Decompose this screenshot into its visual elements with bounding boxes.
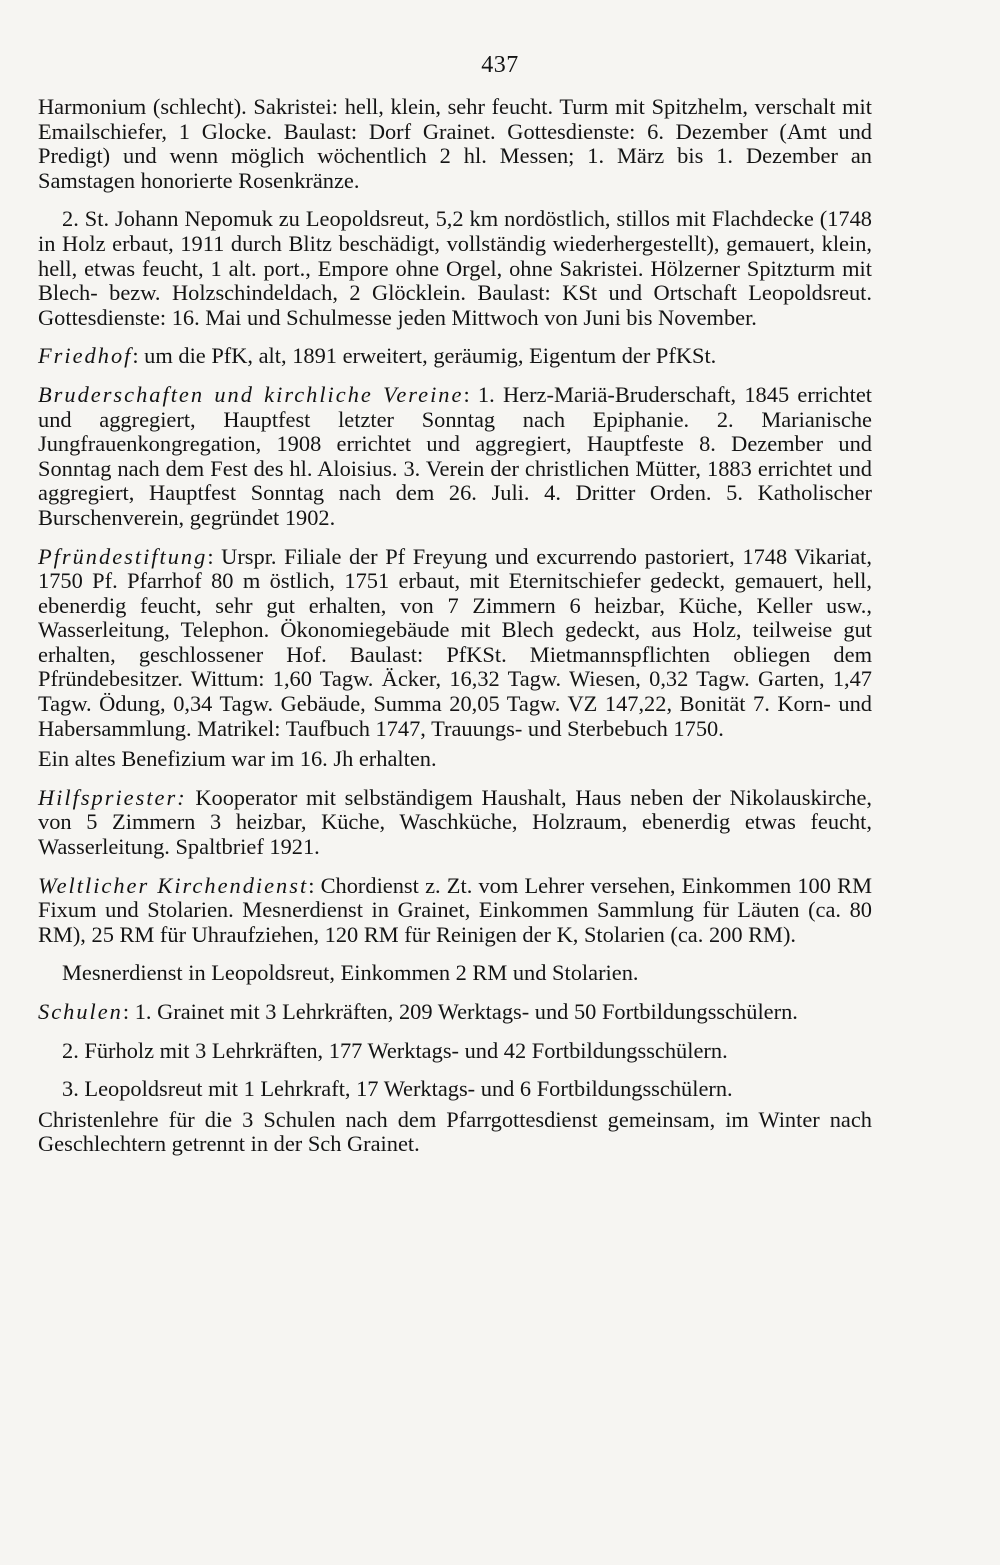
paragraph-pfruendestiftung (38, 545, 872, 742)
section-label: Pfründestiftung (38, 543, 208, 569)
section-label: Friedhof (38, 343, 133, 369)
section-label: Bruderschaften und kirchliche Vereine (38, 381, 464, 407)
paragraph-kirchendienst (38, 874, 872, 948)
paragraph-text: : Chordienst z. Zt. vom Lehrer versehen, Einkommen 100 RM Fixum und Stolarien. Mesnerdienst in Grainet, Einkommen Sammlung für Läuten (ca. 80 RM), 25 RM für Uhraufziehen, 120 RM für Reinigen der K, Stolarien (ca. 200 RM). (38, 872, 872, 947)
paragraph-text: 3. Leopoldsreut mit 1 Lehrkraft, 17 Werktags- und 6 Fortbildungsschülern. (62, 1076, 733, 1102)
section-label: Hilfspriester: (38, 784, 187, 810)
paragraph-mesnerdienst-leopoldsreut (38, 961, 872, 986)
paragraph-bruderschaften (38, 383, 872, 531)
section-label: Weltlicher Kirchendienst (38, 872, 309, 898)
paragraph-schule-fuerholz (38, 1039, 872, 1064)
paragraph-text: Harmonium (schlecht). Sakristei: hell, klein, sehr feucht. Turm mit Spitzhelm, verschalt mit Emailschiefer, 1 Glocke. Baulast: Dorf Grainet. Gottesdienste: 6. Dezember (Amt und Predigt) und wenn möglich wöchentlich 2 hl. Messen; 1. März bis 1. Dezember an Samstagen honorierte Rosenkränze. (38, 94, 872, 193)
paragraph-text: : 1. Grainet mit 3 Lehrkräften, 209 Werktags- und 50 Fortbildungsschülern. (122, 999, 798, 1024)
paragraph-harmonium (38, 95, 872, 193)
paragraph-text: : 1. Herz-Mariä-Bruderschaft, 1845 errichtet und aggregiert, Hauptfest letzter Sonntag nach Epiphanie. 2. Marianische Jungfrauenkongregation, 1908 errichtet und aggregiert, Hauptfeste 8. Dezember und Sonntag nach dem Fest des hl. Aloisius. 3. Verein der christlichen Mütter, 1883 errichtet und aggregiert, Hauptfest Sonntag nach dem 26. Juli. 4. Dritter Orden. 5. Katholischer Burschenverein, gegründet 1902. (38, 381, 872, 530)
paragraph-text: Christenlehre für die 3 Schulen nach dem Pfarrgottesdienst gemeinsam, im Winter nach Geschlechtern getrennt in der Sch Grainet. (38, 1106, 872, 1157)
paragraph-text: Mesnerdienst in Leopoldsreut, Einkommen 2 RM und Stolarien. (62, 960, 639, 986)
page-number: 437 (481, 52, 519, 78)
paragraph-text: Kooperator mit selbständigem Haushalt, Haus neben der Nikolauskirche, von 5 Zimmern 3 heizbar, Küche, Waschküche, Holzraum, ebenerdig etwas feucht, Wasserleitung. Spaltbrief 1921. (38, 784, 872, 860)
paragraph-benefizium (38, 747, 872, 772)
paragraph-text: 2. Fürholz mit 3 Lehrkräften, 177 Werktags- und 42 Fortbildungsschülern. (62, 1037, 728, 1063)
paragraph-christenlehre (38, 1108, 872, 1157)
paragraph-hilfspriester (38, 786, 872, 860)
paragraph-schule-leopoldsreut (38, 1077, 872, 1102)
paragraph-schulen (38, 1000, 872, 1025)
paragraph-friedhof (38, 344, 872, 369)
section-label: Schulen (38, 999, 123, 1024)
paragraph-text: Ein altes Benefizium war im 16. Jh erhalten. (38, 746, 437, 772)
paragraph-text: 2. St. Johann Nepomuk zu Leopoldsreut, 5,2 km nordöstlich, stillos mit Flachdecke (1748 in Holz erbaut, 1911 durch Blitz beschädigt, vollständig wiederhergestellt), gemauert, klein, hell, etwas feucht, 1 alt. port., Empore ohne Orgel, ohne Sakristei. Hölzerner Spitzturm mit Blech- bezw. Holzschindeldach, 2 Glöcklein. Baulast: KSt und Ortschaft Leopoldsreut. Gottesdienste: 16. Mai und Schulmesse jeden Mittwoch von Juni bis November. (38, 206, 872, 330)
paragraph-text: : um die PfK, alt, 1891 erweitert, geräumig, Eigentum der PfKSt. (132, 343, 717, 369)
paragraph-leopoldsreut-church (38, 207, 872, 330)
paragraph-text: : Urspr. Filiale der Pf Freyung und excurrendo pastoriert, 1748 Vikariat, 1750 Pf. Pfarrhof 80 m östlich, 1751 erbaut, mit Eternitschiefer gedeckt, gemauert, hell, ebenerdig feucht, sehr gut erhalten, von 7 Zimmern 6 heizbar, Küche, Keller usw., Wasserleitung, Telephon. Ökonomiegebäude mit Blech gedeckt, aus Holz, teilweise gut erhalten, geschlossener Hof. Baulast: PfKSt. Mietmannspflichten obliegen dem Pfründebesitzer. Wittum: 1,60 Tagw. Äcker, 16,32 Tagw. Wiesen, 0,32 Tagw. Garten, 1,47 Tagw. Ödung, 0,34 Tagw. Gebäude, Summa 20,05 Tagw. VZ 147,22, Bonität 7. Korn- und Habersammlung. Matrikel: Taufbuch 1747, Trauungs- und Sterbebuch 1750. (38, 543, 872, 741)
